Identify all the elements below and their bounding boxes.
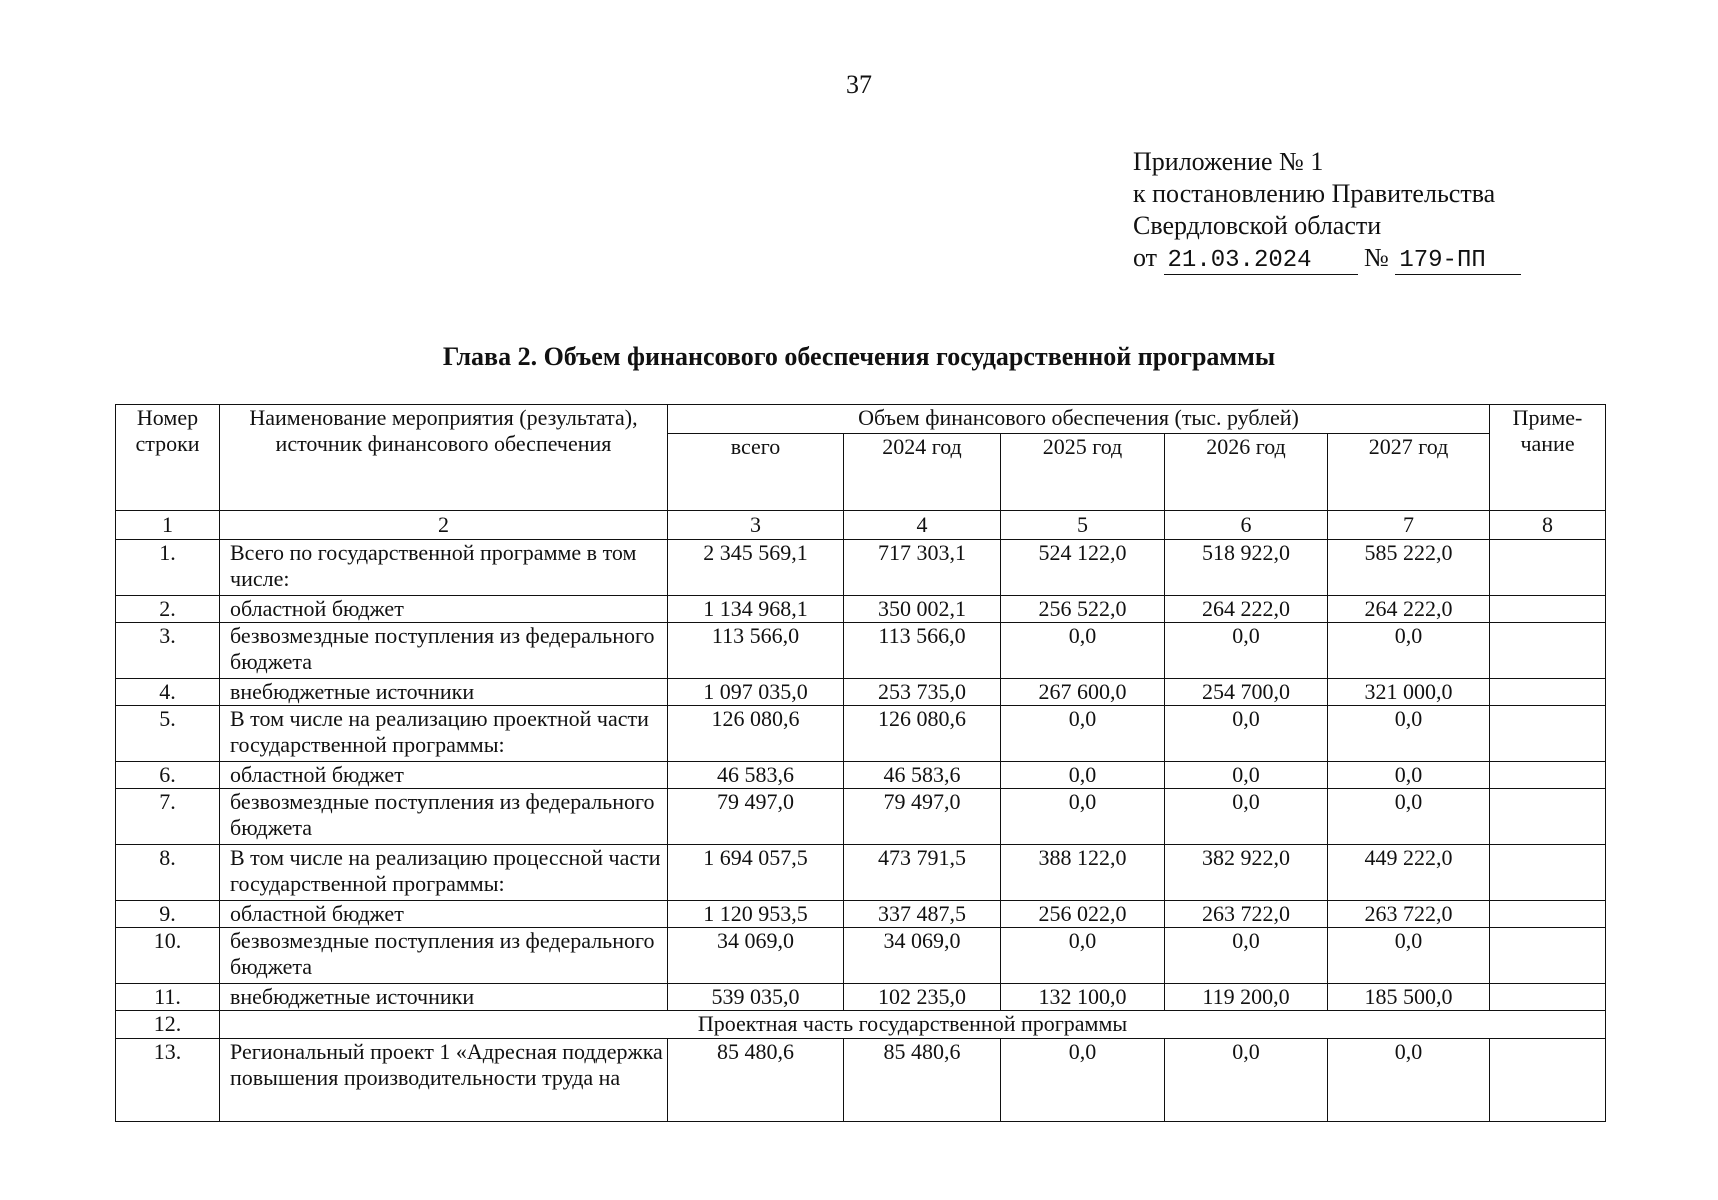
cell-total: 46 583,6 bbox=[668, 762, 844, 789]
section-row bbox=[116, 1011, 1606, 1039]
row-number: 8. bbox=[116, 845, 220, 901]
row-name: безвозмездные поступления из федерального бюджета bbox=[220, 789, 668, 845]
cell-2026: 382 922,0 bbox=[1165, 845, 1328, 901]
appendix-line-1: Приложение № 1 bbox=[1133, 147, 1324, 176]
cell-2025: 0,0 bbox=[1001, 789, 1165, 845]
table-row bbox=[116, 596, 1606, 623]
row-number: 6. bbox=[116, 762, 220, 789]
column-number: 6 bbox=[1165, 511, 1328, 540]
row-name: областной бюджет bbox=[220, 762, 668, 789]
row-name: областной бюджет bbox=[220, 596, 668, 623]
cell-2026: 263 722,0 bbox=[1165, 901, 1328, 928]
header-row-number: Номер строки bbox=[116, 405, 220, 511]
row-name: внебюджетные источники bbox=[220, 984, 668, 1011]
row-name: безвозмездные поступления из федерального бюджета bbox=[220, 623, 668, 679]
table-row bbox=[116, 623, 1606, 679]
cell-2024: 717 303,1 bbox=[844, 540, 1001, 596]
cell-2027: 0,0 bbox=[1328, 789, 1490, 845]
cell-2024: 350 002,1 bbox=[844, 596, 1001, 623]
cell-2024: 253 735,0 bbox=[844, 679, 1001, 706]
cell-2024: 85 480,6 bbox=[844, 1039, 1001, 1122]
row-name: Региональный проект 1 «Адресная поддержка повышения производительности труда на bbox=[220, 1039, 668, 1122]
table-row bbox=[116, 984, 1606, 1011]
cell-2027: 0,0 bbox=[1328, 928, 1490, 984]
table-row bbox=[116, 540, 1606, 596]
cell-2026: 0,0 bbox=[1165, 928, 1328, 984]
appendix-date-line bbox=[1133, 242, 1521, 275]
cell-2026: 0,0 bbox=[1165, 1039, 1328, 1122]
cell-2025: 256 522,0 bbox=[1001, 596, 1165, 623]
cell-note bbox=[1490, 928, 1606, 984]
row-number: 9. bbox=[116, 901, 220, 928]
row-number: 3. bbox=[116, 623, 220, 679]
cell-note bbox=[1490, 789, 1606, 845]
page-number: 37 bbox=[846, 70, 872, 99]
resolution-number: 179-ПП bbox=[1395, 248, 1521, 275]
cell-2025: 0,0 bbox=[1001, 928, 1165, 984]
cell-2027: 585 222,0 bbox=[1328, 540, 1490, 596]
cell-note bbox=[1490, 623, 1606, 679]
cell-total: 34 069,0 bbox=[668, 928, 844, 984]
row-number: 11. bbox=[116, 984, 220, 1011]
cell-2027: 0,0 bbox=[1328, 623, 1490, 679]
cell-2025: 524 122,0 bbox=[1001, 540, 1165, 596]
section-title: Проектная часть государственной программы bbox=[220, 1011, 1606, 1039]
cell-2026: 119 200,0 bbox=[1165, 984, 1328, 1011]
cell-2024: 473 791,5 bbox=[844, 845, 1001, 901]
appendix-block bbox=[1133, 146, 1521, 275]
row-number: 12. bbox=[116, 1011, 220, 1039]
cell-2024: 113 566,0 bbox=[844, 623, 1001, 679]
chapter-title: Глава 2. Объем финансового обеспечения государственной программы bbox=[442, 342, 1276, 371]
cell-2025: 0,0 bbox=[1001, 623, 1165, 679]
cell-note bbox=[1490, 679, 1606, 706]
table-row bbox=[116, 789, 1606, 845]
cell-2025: 0,0 bbox=[1001, 762, 1165, 789]
header-2026: 2026 год bbox=[1165, 434, 1328, 511]
row-name: областной бюджет bbox=[220, 901, 668, 928]
table-row bbox=[116, 679, 1606, 706]
cell-2025: 0,0 bbox=[1001, 1039, 1165, 1122]
cell-2027: 263 722,0 bbox=[1328, 901, 1490, 928]
cell-2025: 256 022,0 bbox=[1001, 901, 1165, 928]
cell-2025: 0,0 bbox=[1001, 706, 1165, 762]
column-number: 3 bbox=[668, 511, 844, 540]
row-number: 5. bbox=[116, 706, 220, 762]
row-number: 2. bbox=[116, 596, 220, 623]
column-number: 2 bbox=[220, 511, 668, 540]
row-name: В том числе на реализацию проектной части государственной программы: bbox=[220, 706, 668, 762]
column-number: 5 bbox=[1001, 511, 1165, 540]
header-2024: 2024 год bbox=[844, 434, 1001, 511]
cell-2024: 46 583,6 bbox=[844, 762, 1001, 789]
cell-2027: 0,0 bbox=[1328, 1039, 1490, 1122]
row-name: В том числе на реализацию процессной части государственной программы: bbox=[220, 845, 668, 901]
cell-2027: 449 222,0 bbox=[1328, 845, 1490, 901]
cell-note bbox=[1490, 540, 1606, 596]
header-2027: 2027 год bbox=[1328, 434, 1490, 511]
column-number: 7 bbox=[1328, 511, 1490, 540]
cell-total: 1 120 953,5 bbox=[668, 901, 844, 928]
header-2025: 2025 год bbox=[1001, 434, 1165, 511]
cell-2027: 321 000,0 bbox=[1328, 679, 1490, 706]
cell-2027: 264 222,0 bbox=[1328, 596, 1490, 623]
cell-2026: 518 922,0 bbox=[1165, 540, 1328, 596]
cell-total: 126 080,6 bbox=[668, 706, 844, 762]
cell-2027: 0,0 bbox=[1328, 762, 1490, 789]
table-row bbox=[116, 706, 1606, 762]
cell-2025: 132 100,0 bbox=[1001, 984, 1165, 1011]
cell-2024: 126 080,6 bbox=[844, 706, 1001, 762]
cell-2027: 185 500,0 bbox=[1328, 984, 1490, 1011]
cell-total: 85 480,6 bbox=[668, 1039, 844, 1122]
cell-total: 79 497,0 bbox=[668, 789, 844, 845]
column-number: 8 bbox=[1490, 511, 1606, 540]
cell-total: 1 097 035,0 bbox=[668, 679, 844, 706]
row-name: безвозмездные поступления из федерального бюджета bbox=[220, 928, 668, 984]
row-name: Всего по государственной программе в том числе: bbox=[220, 540, 668, 596]
cell-2024: 337 487,5 bbox=[844, 901, 1001, 928]
table-row bbox=[116, 845, 1606, 901]
number-prefix: № bbox=[1364, 243, 1389, 272]
cell-total: 1 134 968,1 bbox=[668, 596, 844, 623]
row-number: 13. bbox=[116, 1039, 220, 1122]
cell-2026: 0,0 bbox=[1165, 762, 1328, 789]
row-number: 7. bbox=[116, 789, 220, 845]
cell-2025: 267 600,0 bbox=[1001, 679, 1165, 706]
column-number: 4 bbox=[844, 511, 1001, 540]
cell-note bbox=[1490, 1039, 1606, 1122]
cell-note bbox=[1490, 762, 1606, 789]
cell-total: 113 566,0 bbox=[668, 623, 844, 679]
row-name: внебюджетные источники bbox=[220, 679, 668, 706]
cell-2024: 102 235,0 bbox=[844, 984, 1001, 1011]
table-row bbox=[116, 901, 1606, 928]
cell-total: 1 694 057,5 bbox=[668, 845, 844, 901]
cell-total: 2 345 569,1 bbox=[668, 540, 844, 596]
header-name: Наименование мероприятия (результата), источник финансового обеспечения bbox=[220, 405, 668, 511]
cell-2027: 0,0 bbox=[1328, 706, 1490, 762]
header-total: всего bbox=[668, 434, 844, 511]
cell-note bbox=[1490, 706, 1606, 762]
cell-2026: 0,0 bbox=[1165, 789, 1328, 845]
cell-note bbox=[1490, 984, 1606, 1011]
date-prefix: от bbox=[1133, 243, 1158, 272]
cell-2024: 79 497,0 bbox=[844, 789, 1001, 845]
cell-2026: 0,0 bbox=[1165, 623, 1328, 679]
row-number: 1. bbox=[116, 540, 220, 596]
header-note: Приме-чание bbox=[1490, 405, 1606, 511]
cell-2025: 388 122,0 bbox=[1001, 845, 1165, 901]
header-financing-group: Объем финансового обеспечения (тыс. рублей) bbox=[668, 405, 1490, 434]
table-row bbox=[116, 762, 1606, 789]
row-number: 10. bbox=[116, 928, 220, 984]
appendix-line-3: Свердловской области bbox=[1133, 211, 1382, 240]
table-row bbox=[116, 1039, 1606, 1122]
cell-2024: 34 069,0 bbox=[844, 928, 1001, 984]
financing-table bbox=[115, 404, 1606, 1122]
row-number: 4. bbox=[116, 679, 220, 706]
cell-2026: 0,0 bbox=[1165, 706, 1328, 762]
cell-2026: 264 222,0 bbox=[1165, 596, 1328, 623]
column-number: 1 bbox=[116, 511, 220, 540]
cell-note bbox=[1490, 845, 1606, 901]
cell-2026: 254 700,0 bbox=[1165, 679, 1328, 706]
table-row bbox=[116, 928, 1606, 984]
resolution-date: 21.03.2024 bbox=[1164, 248, 1358, 275]
appendix-line-2: к постановлению Правительства bbox=[1133, 179, 1496, 208]
cell-total: 539 035,0 bbox=[668, 984, 844, 1011]
cell-note bbox=[1490, 596, 1606, 623]
cell-note bbox=[1490, 901, 1606, 928]
